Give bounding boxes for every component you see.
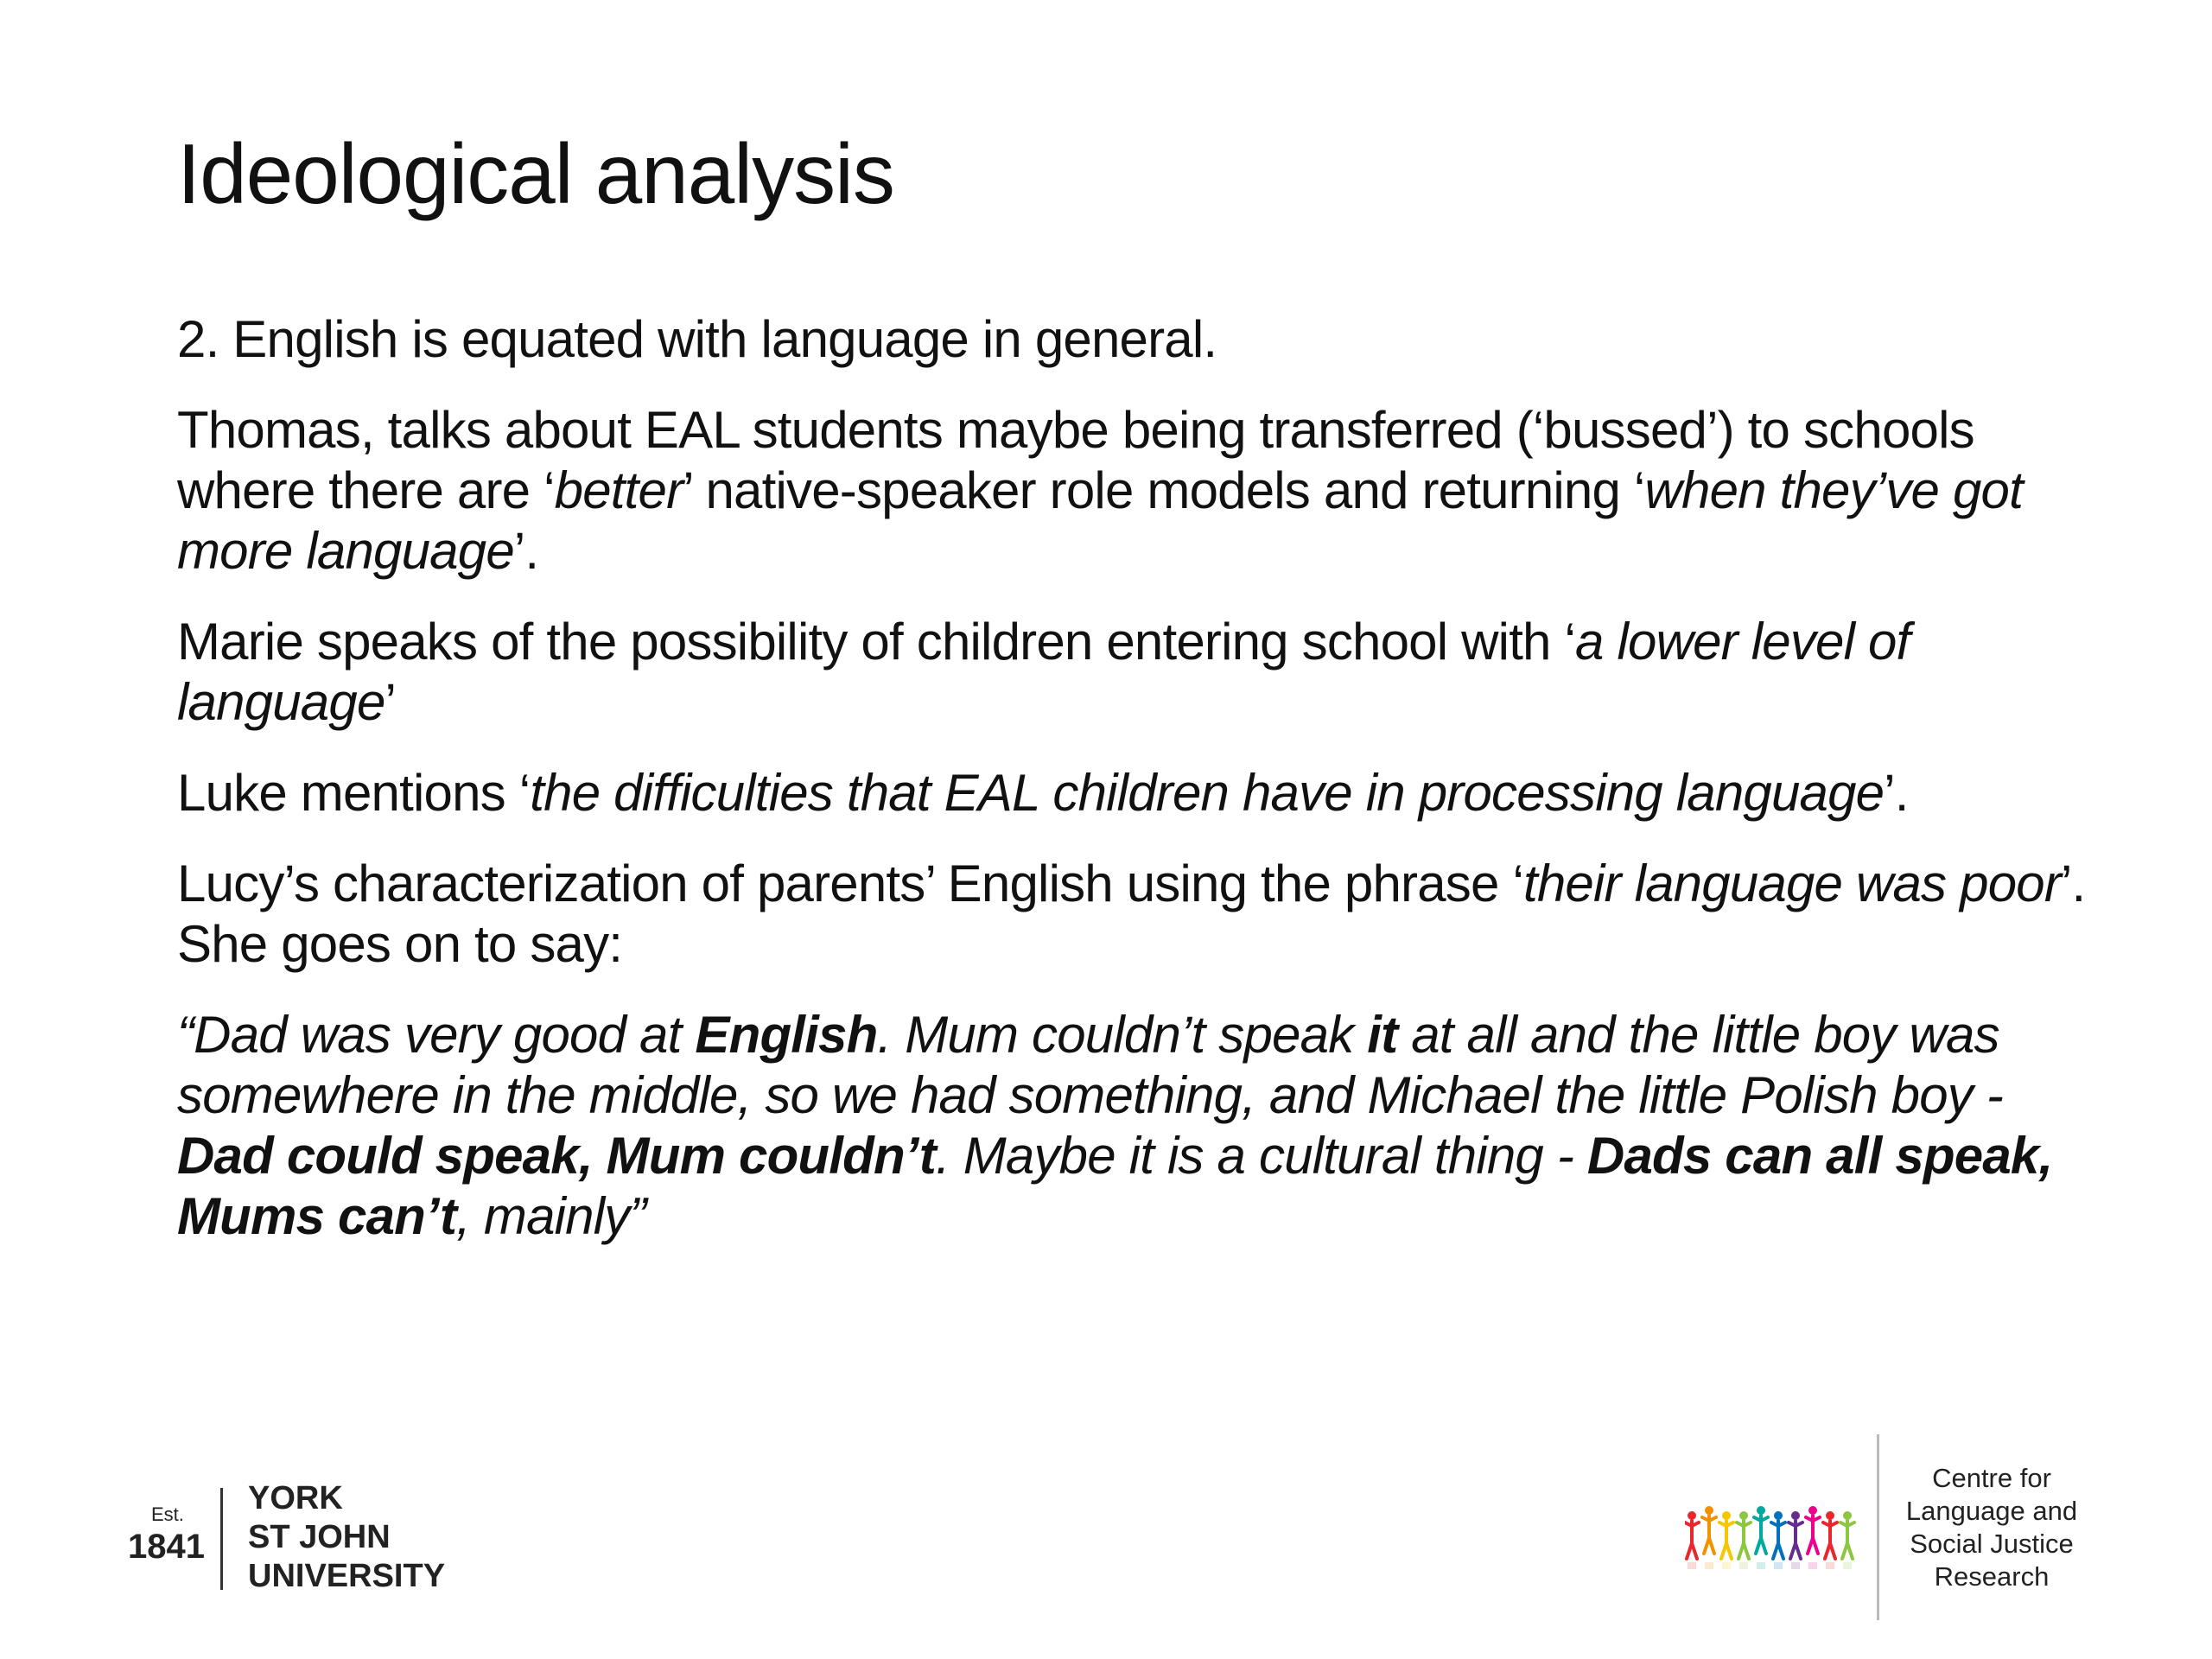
logo-est-year: 1841 [128,1528,205,1566]
marie-quote: a lower level of language [177,613,1910,731]
lucy-text-1: Lucy’s characterization of parents’ English using the phrase ‘ [177,855,1523,912]
quote-part-3: at all and the little boy was somewhere in the middle, so we had something, and Michael the little Polish boy - [177,1006,2004,1124]
lucy-paragraph [177,854,2104,975]
centre-name-line-1: Centre for [1932,1463,2051,1493]
luke-quote: the difficulties that EAL children have in processing language [530,764,1885,822]
centre-name-line-3: Social Justice [1910,1529,2074,1559]
centre-logo [1685,1434,2100,1624]
centre-name-line-2: Language and [1905,1496,2078,1526]
lucy-quote: their language was poor [1522,855,2062,912]
slide-body [177,309,2104,1277]
person-figure [1685,1511,1699,1569]
logo-name-line-3: UNIVERSITY [248,1558,446,1594]
luke-paragraph [177,763,2104,823]
marie-paragraph [177,612,2104,733]
person-figure [1823,1511,1837,1569]
thomas-paragraph [177,400,2104,582]
person-figure [1789,1511,1802,1569]
people-figures-icon [1685,1503,1866,1573]
quote-bold-it: it [1367,1006,1398,1064]
person-figure [1754,1506,1768,1569]
logo-name-line-1: YORK [248,1480,343,1516]
point-heading: 2. English is equated with language in general. [177,310,1217,368]
person-figure [1737,1511,1751,1569]
slide-title: Ideological analysis [177,126,894,221]
logo-est-label: Est. [151,1503,184,1525]
quote-bold-dad-could: Dad could speak, Mum couldn’t [177,1127,936,1185]
person-figure [1702,1506,1716,1569]
person-figure [1719,1511,1733,1569]
quote-part-2: . Mum couldn’t speak [877,1006,1368,1064]
lucy-text-2: ’. She goes on to say: [177,855,2086,973]
thomas-text-1: Thomas, talks about EAL students maybe being transferred (‘bussed’) to schools where there are ‘ [177,401,1974,519]
person-figure [1771,1511,1785,1569]
thomas-quote-language: when they’ve got more language [177,461,2023,580]
lucy-extended-quote [177,1005,2104,1247]
luke-text-2: ’. [1884,764,1909,822]
logo-name-line-2: ST JOHN [248,1519,391,1555]
thomas-text-2: ’ native-speaker role models and returning ‘ [683,461,1645,519]
person-figure [1806,1506,1820,1569]
quote-part-1: “Dad was very good at [177,1006,696,1064]
person-figure [1840,1511,1854,1569]
marie-text-1: Marie speaks of the possibility of children entering school with ‘ [177,613,1576,671]
quote-bold-dads-can: Dads can all speak, Mums can’t [177,1127,2053,1245]
centre-logo-divider [1877,1434,1879,1620]
quote-part-4: . Maybe it is a cultural thing - [935,1127,1587,1185]
quote-bold-english: English [695,1006,878,1064]
logo-divider [220,1488,223,1590]
centre-name [1884,1462,2100,1593]
luke-text-1: Luke mentions ‘ [177,764,531,822]
quote-part-5: , mainly” [456,1187,646,1245]
logo-university-name [248,1479,445,1596]
centre-name-line-4: Research [1934,1561,2050,1592]
york-st-john-logo [125,1478,471,1599]
thomas-text-3: ’. [513,522,539,580]
thomas-quote-better: better [554,461,683,519]
marie-text-2: ’ [385,673,397,731]
